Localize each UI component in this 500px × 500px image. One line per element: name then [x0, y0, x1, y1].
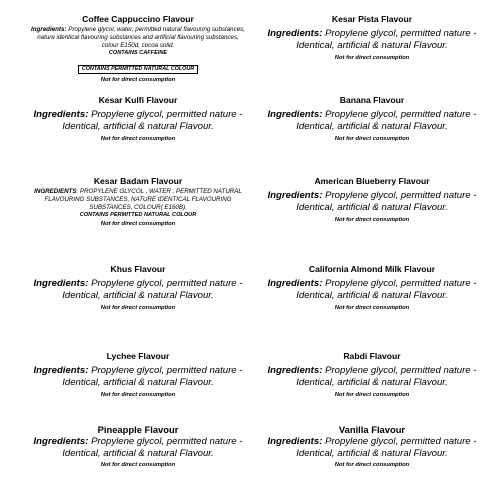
ingredients-text: Propylene glycol, water, permitted natural flavouring substances, nature identical flavouring substances and artificial flavouring substances, colour E150d, cocoa solid.	[37, 26, 245, 49]
ingredients-text: Propylene glycol, permitted nature - Identical, artificial & natural Flavour.	[296, 190, 477, 214]
label-ingredients	[262, 436, 482, 461]
ingredients-heading: Ingredients:	[33, 278, 89, 289]
label-title: Coffee Cappuccino Flavour	[82, 14, 194, 24]
ingredients-text: Propylene glycol, permitted nature - Identical, artificial & natural Flavour.	[296, 365, 477, 389]
ingredients-text: Propylene glycol, permitted nature - Identical, artificial & natural Flavour.	[296, 28, 477, 52]
label-vanilla	[262, 424, 482, 469]
label-ingredients	[262, 28, 482, 53]
ingredients-heading: Ingredients:	[267, 365, 323, 376]
not-for-direct-consumption: Not for direct consumption	[334, 216, 410, 223]
label-ingredients	[28, 278, 248, 303]
contains-natural-colour: CONTAINS PERMITTED NATURAL COLOUR	[79, 212, 197, 219]
label-pineapple	[28, 424, 248, 469]
label-rabdi	[262, 351, 482, 399]
ingredients-heading: Ingredients:	[33, 109, 89, 120]
ingredients-heading: Ingredients:	[267, 190, 323, 201]
ingredients-heading: INGREDIENTS	[34, 188, 77, 195]
label-california-almond-milk	[262, 264, 482, 312]
label-coffee-cappuccino	[28, 14, 248, 84]
label-ingredients	[28, 188, 248, 211]
ingredients-text: Propylene glycol, permitted nature - Identical, artificial & natural Flavour.	[296, 278, 477, 302]
not-for-direct-consumption: Not for direct consumption	[334, 461, 410, 468]
not-for-direct-consumption: Not for direct consumption	[100, 77, 176, 84]
not-for-direct-consumption: Not for direct consumption	[100, 391, 176, 398]
not-for-direct-consumption: Not for direct consumption	[334, 135, 410, 142]
label-title: Pineapple Flavour	[97, 424, 179, 435]
label-ingredients	[262, 278, 482, 303]
label-title: Rabdi Flavour	[343, 351, 401, 361]
label-khus	[28, 264, 248, 312]
not-for-direct-consumption: Not for direct consumption	[100, 304, 176, 311]
label-lychee	[28, 351, 248, 399]
ingredients-heading: Ingredients:	[267, 28, 323, 39]
label-title: Lychee Flavour	[106, 351, 170, 361]
label-ingredients	[28, 26, 248, 49]
label-title: Banana Flavour	[339, 95, 405, 105]
label-title: California Almond Milk Flavour	[308, 264, 436, 274]
not-for-direct-consumption: Not for direct consumption	[100, 461, 176, 468]
label-title: Kesar Badam Flavour	[93, 176, 183, 186]
label-banana	[262, 95, 482, 143]
label-ingredients	[28, 109, 248, 134]
label-kesar-pista	[262, 14, 482, 62]
label-title: Kesar Pista Flavour	[331, 14, 413, 24]
ingredients-text: Propylene glycol, permitted nature - Identical, artificial & natural Flavour.	[62, 436, 243, 460]
label-title: Khus Flavour	[110, 264, 166, 274]
ingredients-text: Propylene glycol, permitted nature - Identical, artificial & natural Flavour.	[296, 436, 477, 460]
not-for-direct-consumption: Not for direct consumption	[100, 221, 176, 228]
contains-natural-colour-box: CONTAINS PERMITTED NATURAL COLOUR	[78, 65, 198, 74]
ingredients-heading: Ingredients:	[33, 365, 89, 376]
label-ingredients	[28, 436, 248, 461]
label-kesar-badam	[28, 176, 248, 228]
label-ingredients	[28, 365, 248, 390]
label-ingredients	[262, 365, 482, 390]
ingredients-text: Propylene glycol, permitted nature - Identical, artificial & natural Flavour.	[62, 278, 243, 302]
label-kesar-kulfi	[28, 95, 248, 143]
ingredients-heading: Ingredients:	[33, 436, 89, 447]
ingredients-heading: Ingredients:	[31, 26, 67, 33]
label-ingredients	[262, 190, 482, 215]
not-for-direct-consumption: Not for direct consumption	[334, 54, 410, 61]
ingredients-heading: Ingredients:	[267, 109, 323, 120]
label-title: Vanilla Flavour	[338, 424, 406, 435]
ingredients-heading: Ingredients:	[267, 278, 323, 289]
not-for-direct-consumption: Not for direct consumption	[100, 135, 176, 142]
ingredients-text: Propylene glycol, permitted nature - Identical, artificial & natural Flavour.	[296, 109, 477, 133]
label-ingredients	[262, 109, 482, 134]
label-title: Kesar Kulfi Flavour	[98, 95, 178, 105]
not-for-direct-consumption: Not for direct consumption	[334, 304, 410, 311]
ingredients-heading: Ingredients:	[267, 436, 323, 447]
label-american-blueberry	[262, 176, 482, 224]
not-for-direct-consumption: Not for direct consumption	[334, 391, 410, 398]
contains-caffeine: CONTAINS CAFFEINE	[108, 50, 168, 57]
ingredients-text: : PROPYLENE GLYCOL , WATER , PERMITTED NATURAL FLAVOURING SUBSTANCES, NATURE IDENTICAL FLAVOURING SUBSTANCES, COLOUR( E160B).	[44, 188, 242, 211]
label-title: American Blueberry Flavour	[314, 176, 430, 186]
ingredients-text: Propylene glycol, permitted nature - Identical, artificial & natural Flavour.	[62, 109, 243, 133]
ingredients-text: Propylene glycol, permitted nature - Identical, artificial & natural Flavour.	[62, 365, 243, 389]
